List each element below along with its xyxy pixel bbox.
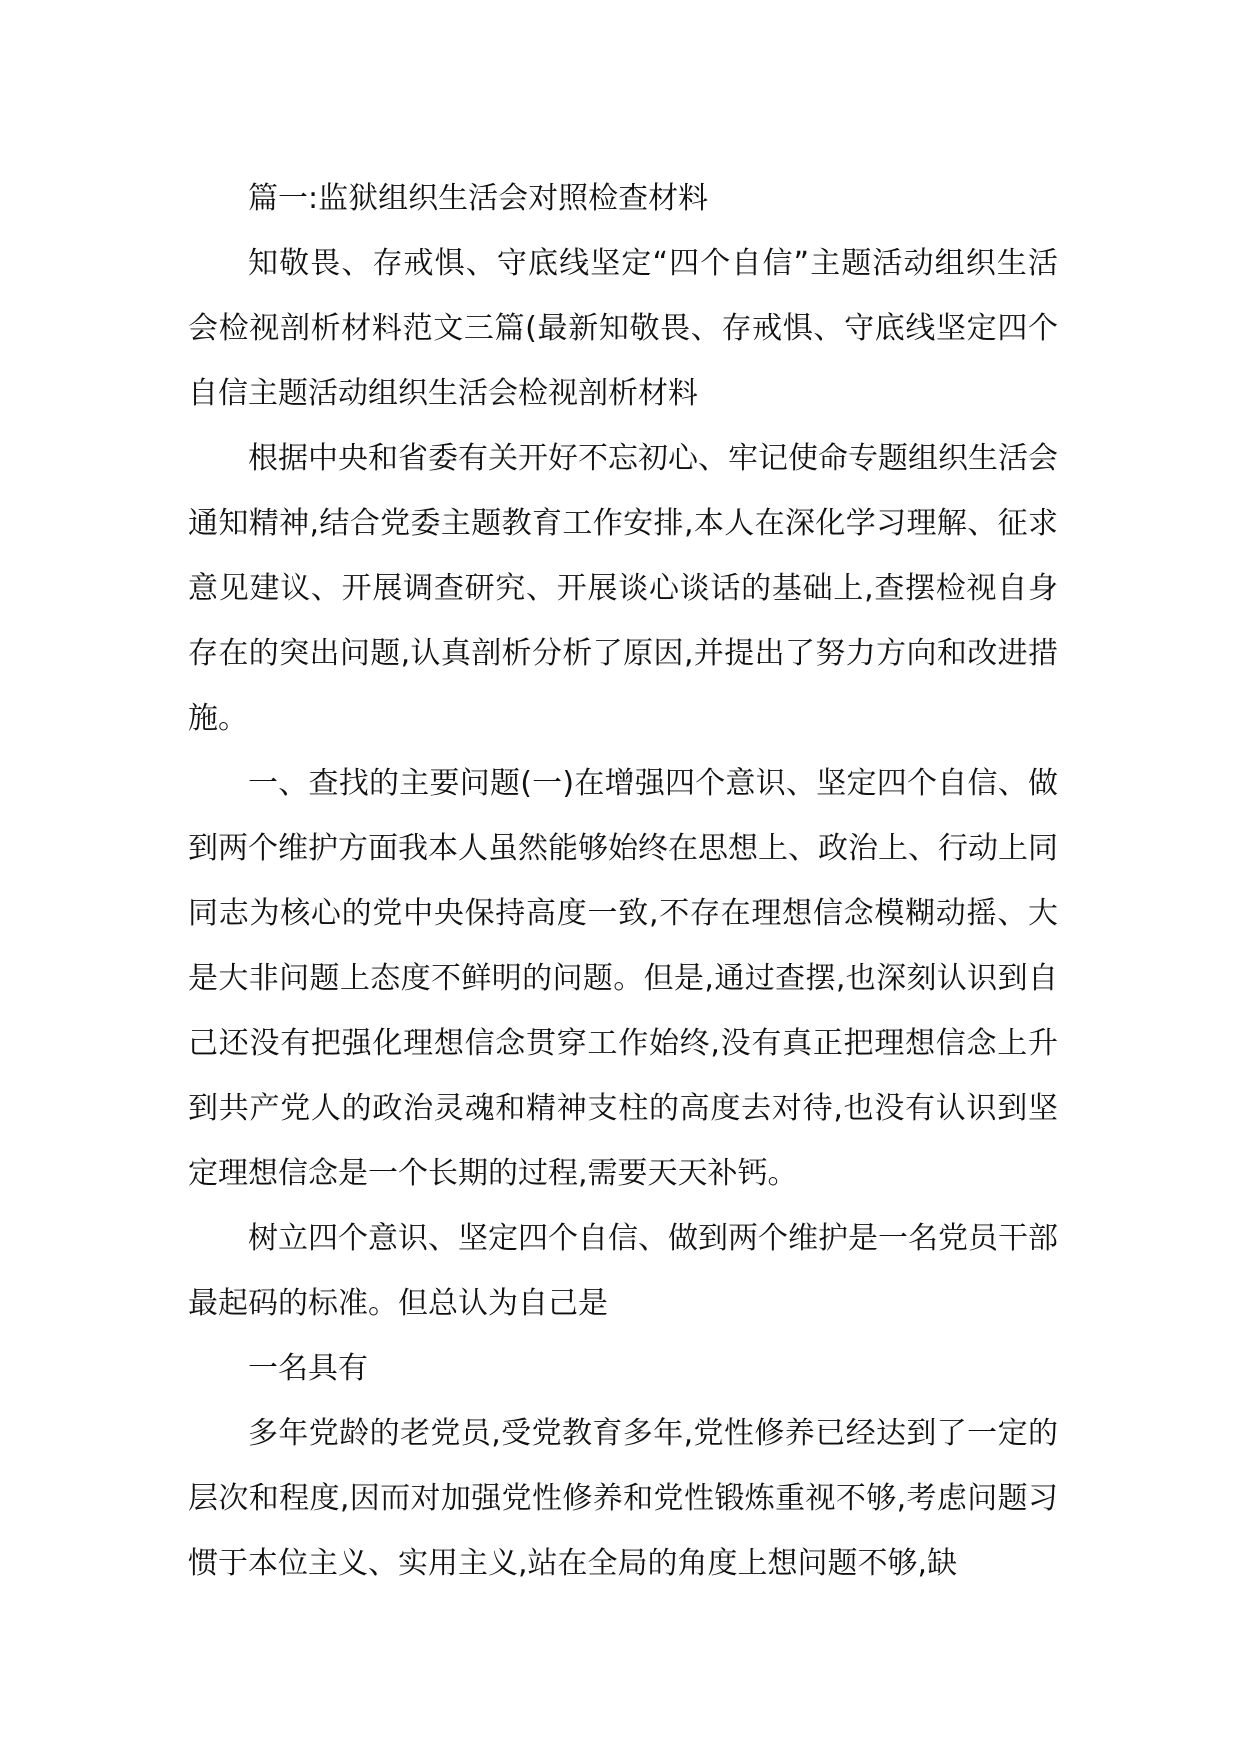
paragraph-fragment: 一名具有	[248, 1351, 368, 1386]
document-body	[188, 166, 1058, 1596]
paragraph-intro: 根据中央和省委有关开好不忘初心、牢记使命专题组织生活会通知精神,结合党委主题教育工作安排,本人在深化学习理解、征求意见建议、开展调查研究、开展谈心谈话的基础上,查摆检视自身存在的突出问题,认真剖析分析了原因,并提出了努力方向和改进措施。	[188, 441, 1058, 736]
paragraph-title: 知敬畏、存戒惧、守底线坚定“四个自信”主题活动组织生活会检视剖析材料范文三篇(最新知敬畏、存戒惧、守底线坚定四个自信主题活动组织生活会检视剖析材料	[188, 246, 1058, 411]
paragraph-veteran-member: 多年党龄的老党员,受党教育多年,党性修养已经达到了一定的层次和程度,因而对加强党性修养和党性锻炼重视不够,考虑问题习惯于本位主义、实用主义,站在全局的角度上想问题不够,缺	[188, 1416, 1058, 1581]
paragraph-main-problems: 一、查找的主要问题(一)在增强四个意识、坚定四个自信、做到两个维护方面我本人虽然能够始终在思想上、政治上、行动上同同志为核心的党中央保持高度一致,不存在理想信念模糊动摇、大是大非问题上态度不鲜明的问题。但是,通过查摆,也深刻认识到自己还没有把强化理想信念贯穿工作始终,没有真正把理想信念上升到共产党人的政治灵魂和精神支柱的高度去对待,也没有认识到坚定理想信念是一个长期的过程,需要天天补钙。	[188, 766, 1058, 1191]
paragraph-standard: 树立四个意识、坚定四个自信、做到两个维护是一名党员干部最起码的标准。但总认为自己是	[188, 1221, 1058, 1321]
section-heading: 篇一:监狱组织生活会对照检查材料	[248, 181, 709, 216]
